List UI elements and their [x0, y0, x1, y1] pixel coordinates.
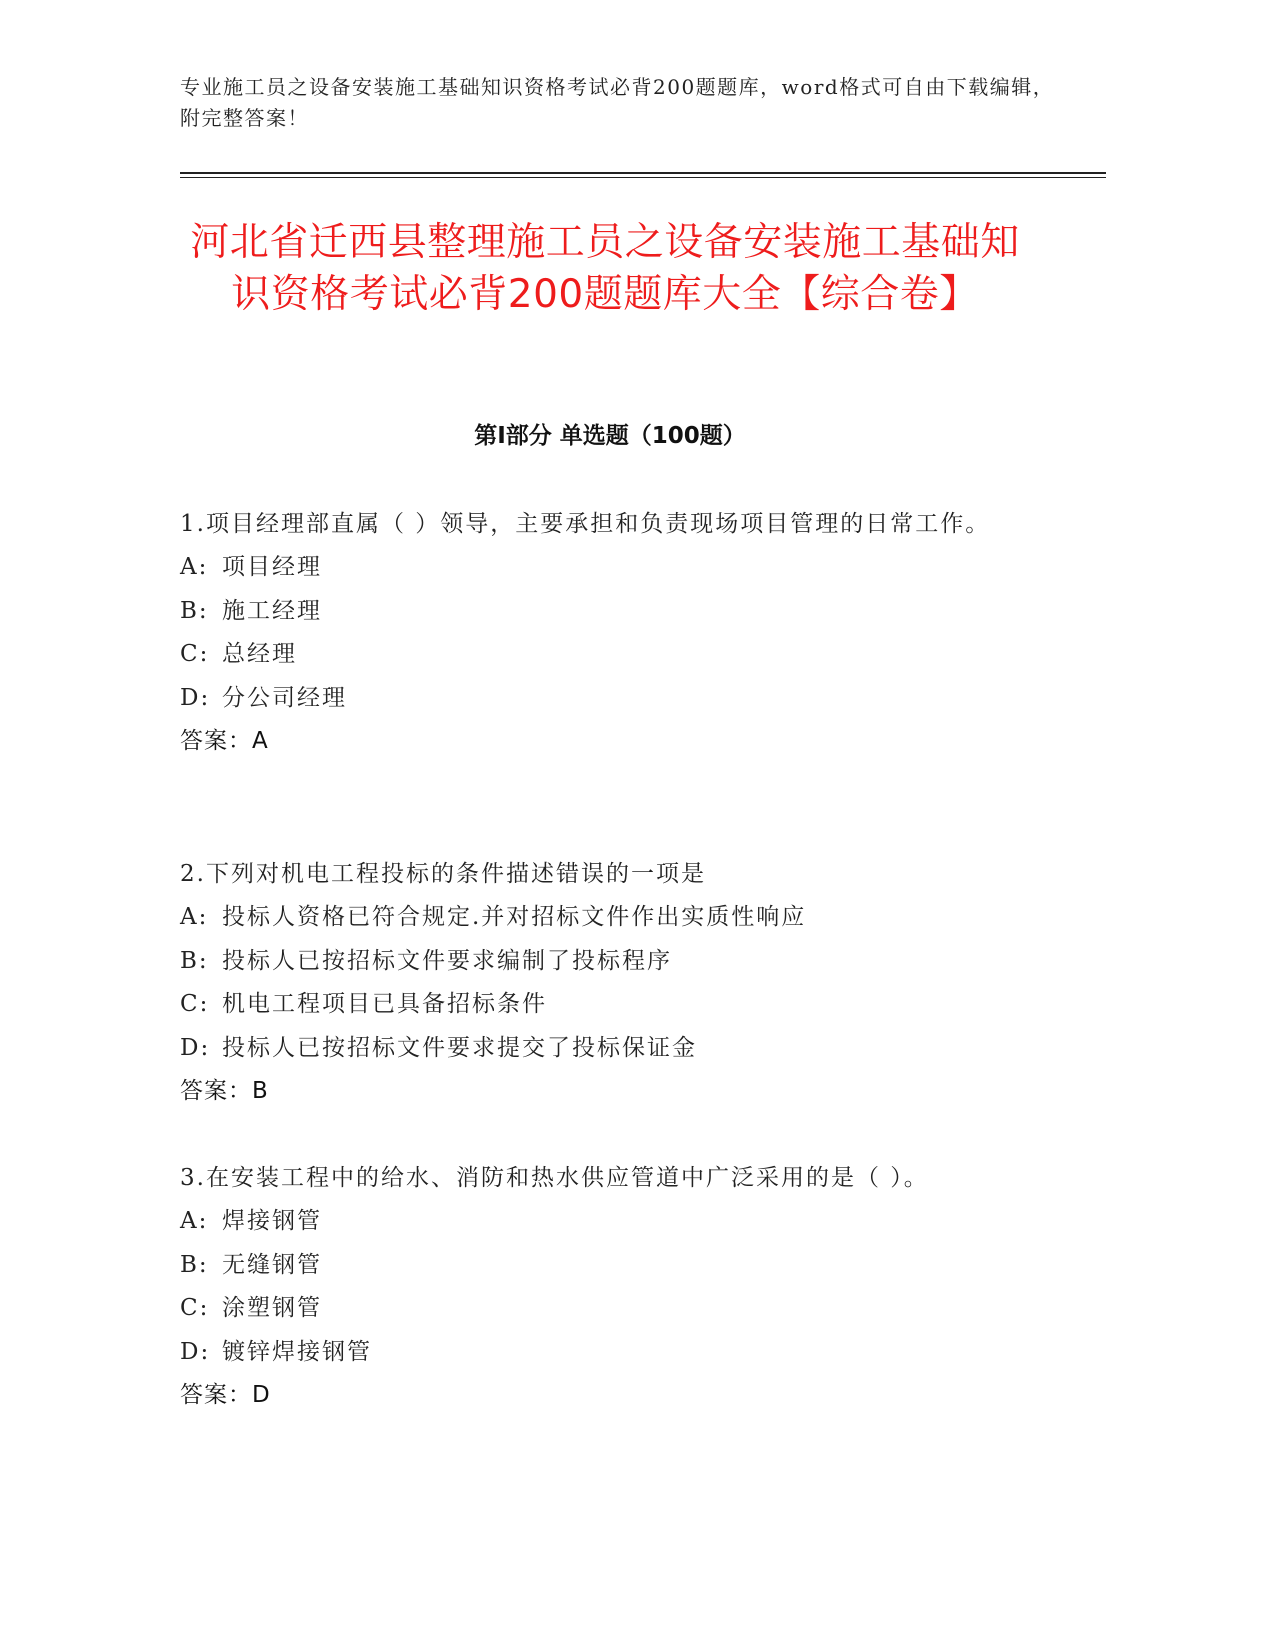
option-key: D: — [180, 684, 211, 711]
question-stem: 2.下列对机电工程投标的条件描述错误的一项是 — [180, 861, 706, 887]
question-3 — [180, 1156, 1040, 1418]
answer: 答案：A — [180, 728, 269, 754]
option-text: 投标人已按招标文件要求提交了投标保证金 — [222, 1034, 697, 1061]
option-key: C: — [180, 641, 210, 667]
option-text: 机电工程项目已具备招标条件 — [222, 991, 547, 1017]
section-title: 第Ⅰ部分 单选题（100题） — [474, 423, 746, 449]
answer: 答案：D — [180, 1382, 271, 1408]
option-b — [180, 590, 1040, 634]
option-a — [180, 1200, 1040, 1244]
option-key: D: — [180, 1034, 211, 1061]
option-key: B: — [180, 1251, 209, 1278]
option-text: 镀锌焊接钢管 — [222, 1338, 372, 1365]
question-2 — [180, 852, 1040, 1114]
option-c — [180, 1287, 1040, 1331]
option-key: A: — [180, 554, 209, 580]
option-key: A: — [180, 904, 209, 930]
option-key: C: — [180, 991, 210, 1017]
header-note: 专业施工员之设备安装施工基础知识资格考试必背200题题库，word格式可自由下载编辑，附完整答案！ — [180, 75, 1055, 130]
header-rule-thin — [180, 177, 1106, 178]
option-d — [180, 1027, 1040, 1071]
option-key: D: — [180, 1338, 211, 1365]
option-text: 项目经理 — [222, 554, 322, 580]
question-stem: 3.在安装工程中的给水、消防和热水供应管道中广泛采用的是（ ）。 — [180, 1165, 929, 1191]
option-key: B: — [180, 947, 209, 974]
question-stem: 1.项目经理部直属（ ）领导，主要承担和负责现场项目管理的日常工作。 — [180, 511, 991, 537]
header-rule-thick — [180, 172, 1106, 174]
answer: 答案：B — [180, 1078, 269, 1104]
document-title: 河北省迁西县整理施工员之设备安装施工基础知识资格考试必背200题题库大全【综合卷】 — [190, 220, 1020, 317]
option-text: 焊接钢管 — [222, 1208, 322, 1234]
option-a — [180, 546, 1040, 590]
option-c — [180, 633, 1040, 677]
option-a — [180, 896, 1040, 940]
option-d — [180, 677, 1040, 721]
option-key: A: — [180, 1208, 209, 1234]
option-text: 投标人已按招标文件要求编制了投标程序 — [222, 947, 672, 974]
option-text: 投标人资格已符合规定.并对招标文件作出实质性响应 — [222, 904, 807, 930]
option-text: 涂塑钢管 — [222, 1295, 322, 1321]
option-b — [180, 1244, 1040, 1288]
option-key: B: — [180, 597, 209, 624]
option-key: C: — [180, 1295, 210, 1321]
option-text: 施工经理 — [222, 597, 322, 624]
option-d — [180, 1331, 1040, 1375]
option-b — [180, 940, 1040, 984]
option-text: 分公司经理 — [222, 684, 347, 711]
option-text: 无缝钢管 — [222, 1251, 322, 1278]
option-c — [180, 983, 1040, 1027]
question-1 — [180, 502, 1040, 764]
option-text: 总经理 — [222, 641, 297, 667]
